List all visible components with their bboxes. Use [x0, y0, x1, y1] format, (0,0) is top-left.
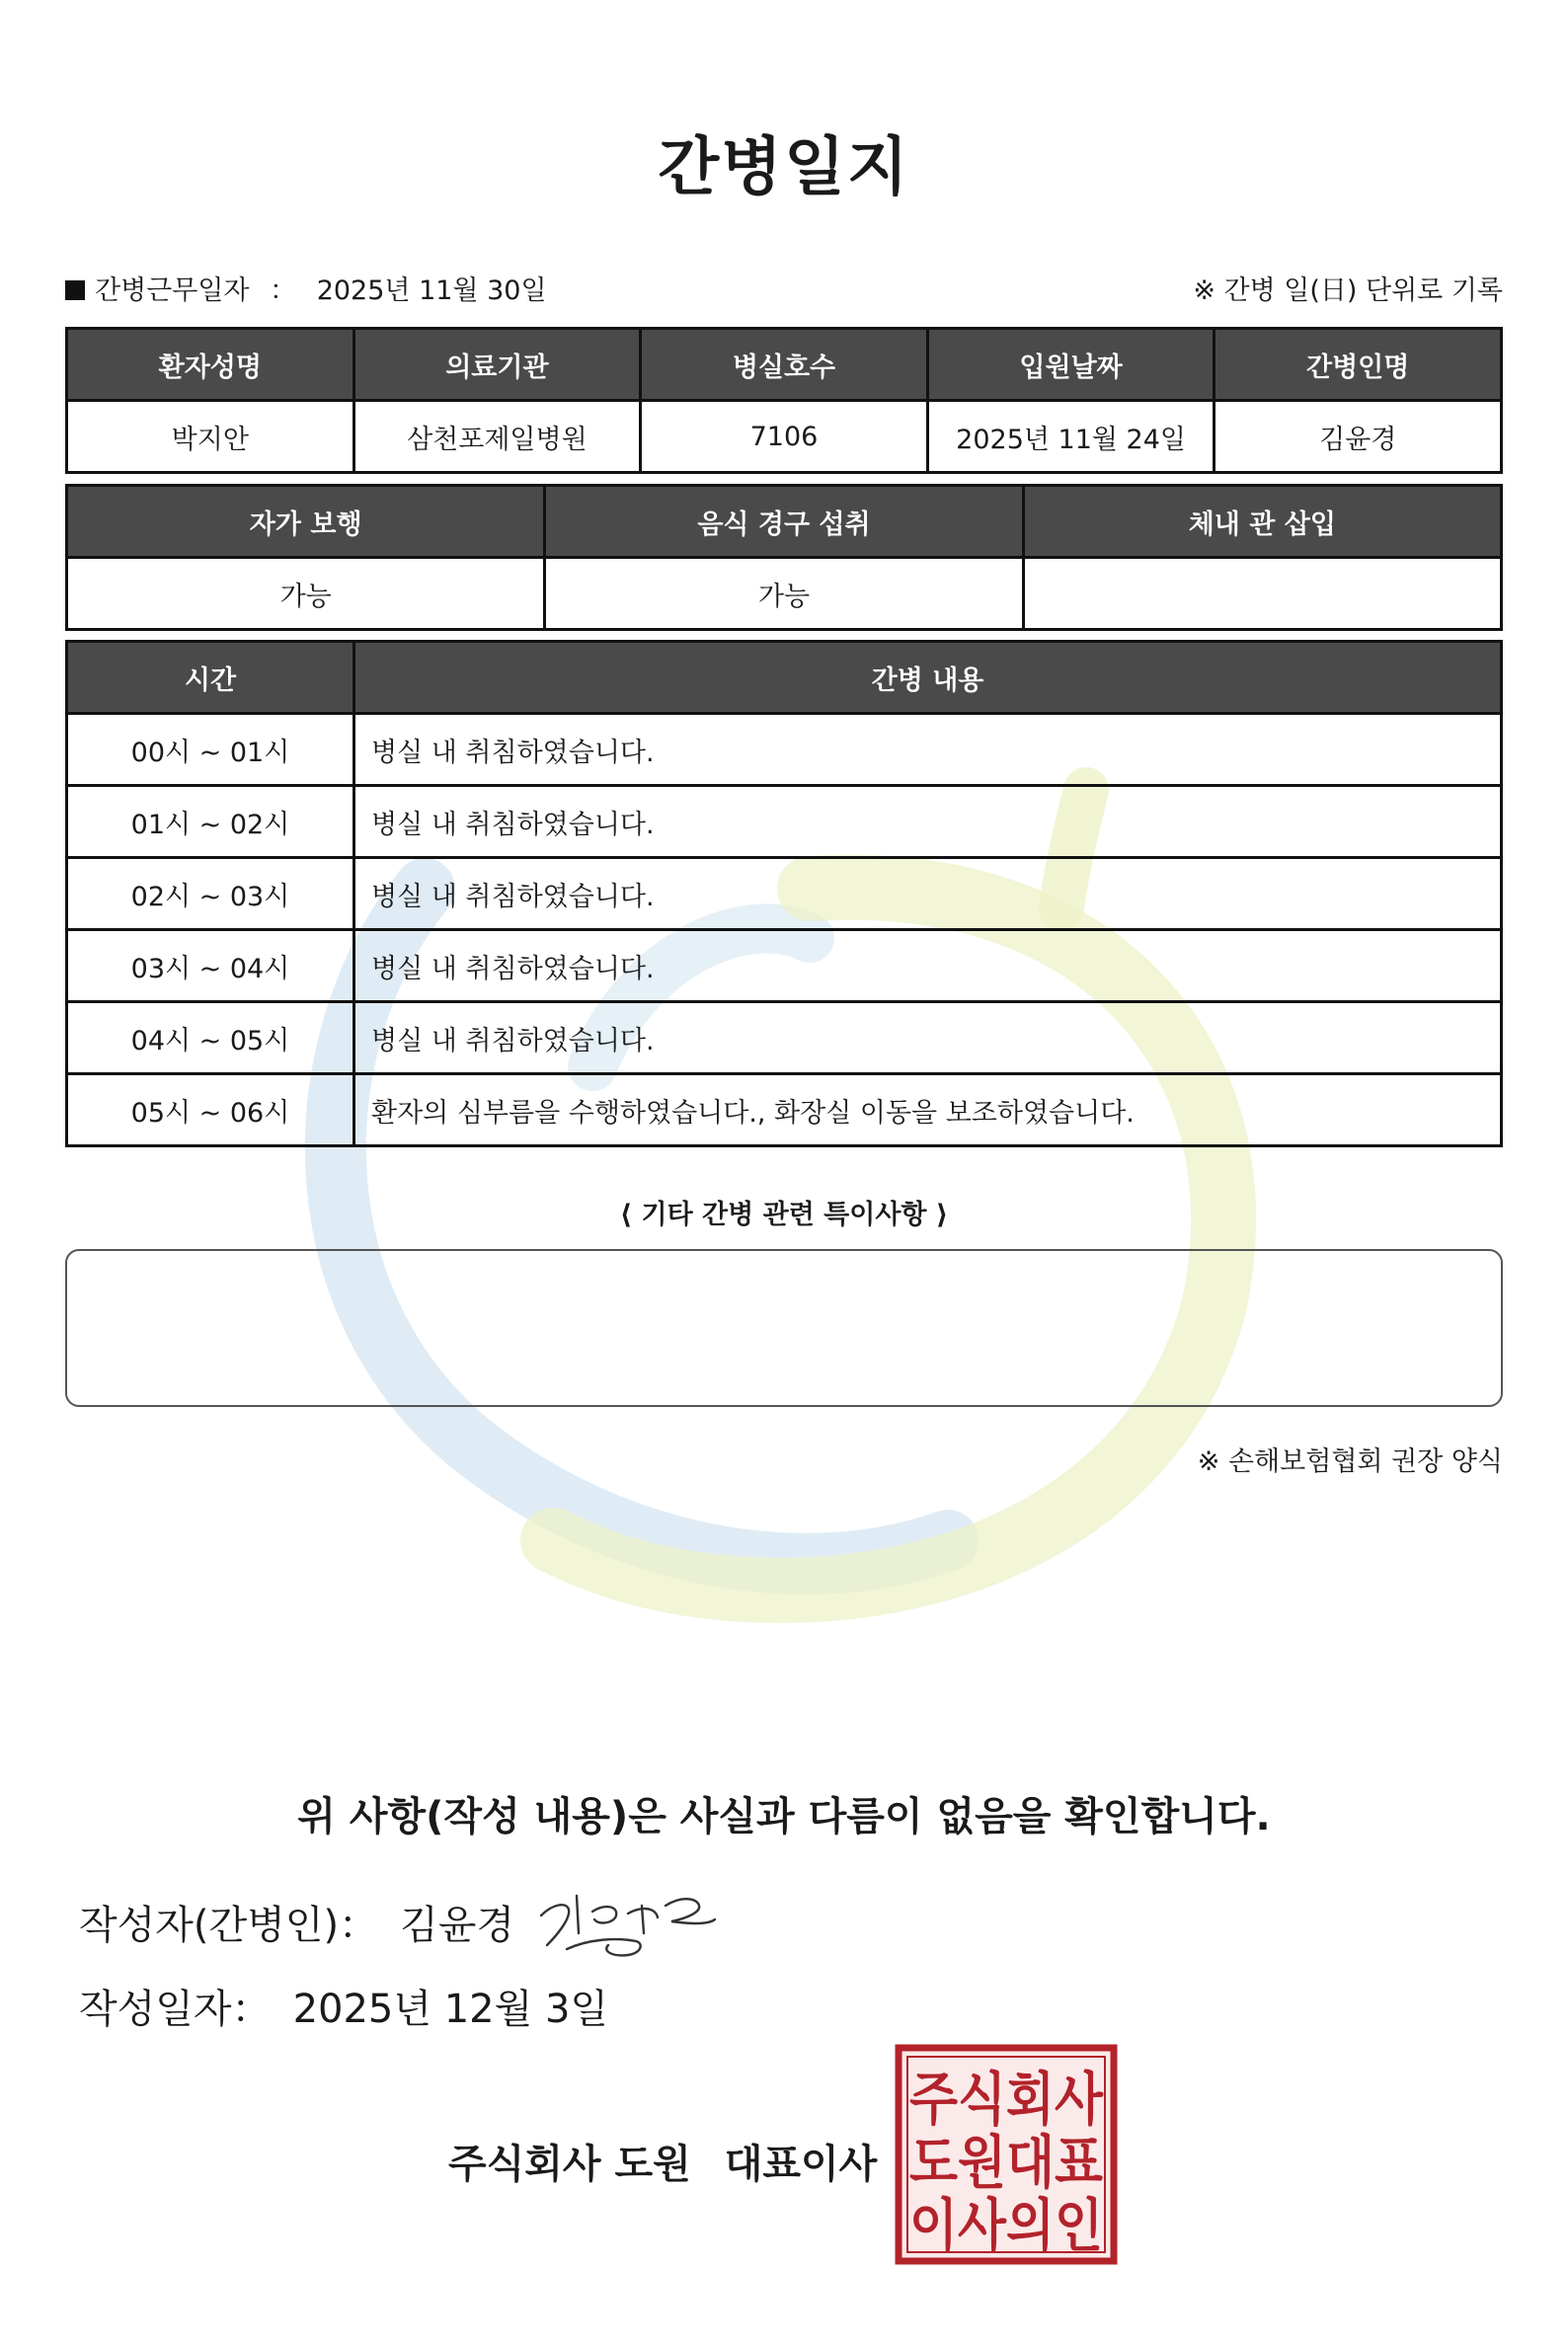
company-title: 대표이사 — [724, 2142, 878, 2187]
header-care-content: 간병 내용 — [354, 642, 1502, 714]
header-self-walking: 자가 보행 — [67, 486, 545, 558]
hospital-name: 삼천포제일병원 — [353, 401, 641, 473]
record-note: ※ 간병 일(日) 단위로 기록 — [1193, 275, 1503, 306]
room-number: 7106 — [641, 401, 928, 473]
work-date-separator: ： — [270, 275, 297, 306]
meta-row — [65, 269, 1503, 308]
log-time: 04시 ~ 05시 — [67, 1002, 354, 1074]
log-time: 02시 ~ 03시 — [67, 858, 354, 930]
log-content: 병실 내 취침하였습니다. — [354, 1002, 1502, 1074]
special-notes-box — [65, 1249, 1503, 1407]
confirmation-statement: 위 사항(작성 내용)은 사실과 다름이 없음을 확인합니다. — [297, 1794, 1271, 1839]
table-row — [67, 786, 1502, 858]
header-tube-insertion: 체내 관 삽입 — [1023, 486, 1501, 558]
work-date-value: 2025년 11월 30일 — [316, 275, 547, 306]
tube-insertion-value — [1023, 558, 1501, 630]
header-admission-date: 입원날짜 — [927, 329, 1215, 401]
log-content: 병실 내 취침하였습니다. — [354, 714, 1502, 786]
caregiver-name: 김윤경 — [1215, 401, 1502, 473]
work-date-label: 간병근무일자 — [95, 275, 250, 306]
header-patient-name: 환자성명 — [67, 329, 354, 401]
patient-info-header-row — [67, 329, 1502, 401]
writer-label: 작성자(간병인)： — [79, 1903, 379, 1948]
status-value-row — [67, 558, 1502, 630]
header-hospital: 의료기관 — [353, 329, 641, 401]
seal-line-2: 도원대표 — [909, 2129, 1103, 2196]
table-row — [67, 930, 1502, 1002]
seal-line-3: 이사의인 — [909, 2192, 1103, 2259]
log-content: 환자의 심부름을 수행하였습니다., 화장실 이동을 보조하였습니다. — [354, 1074, 1502, 1146]
log-time: 05시 ~ 06시 — [67, 1074, 354, 1146]
log-time: 03시 ~ 04시 — [67, 930, 354, 1002]
table-row — [67, 714, 1502, 786]
written-date-label: 작성일자： — [79, 1987, 272, 2032]
written-date-value: 2025년 12월 3일 — [292, 1987, 609, 2032]
log-time: 01시 ~ 02시 — [67, 786, 354, 858]
work-date — [65, 269, 547, 307]
writer-name: 김윤경 — [400, 1903, 514, 1948]
patient-name: 박지안 — [67, 401, 354, 473]
table-row — [67, 1002, 1502, 1074]
writer-line — [79, 1894, 514, 1950]
log-content: 병실 내 취침하였습니다. — [354, 858, 1502, 930]
care-log-header-row — [67, 642, 1502, 714]
patient-info-value-row — [67, 401, 1502, 473]
company-seal-stamp — [895, 2044, 1118, 2265]
written-date-line — [79, 1978, 608, 2034]
oral-intake-value: 가능 — [545, 558, 1023, 630]
form-source-note: ※ 손해보험협회 권장 양식 — [1197, 1447, 1503, 1477]
header-caregiver-name: 간병인명 — [1215, 329, 1502, 401]
seal-line-1: 주식회사 — [909, 2066, 1104, 2133]
log-content: 병실 내 취침하였습니다. — [354, 930, 1502, 1002]
patient-status-table — [65, 484, 1503, 631]
table-row — [67, 1074, 1502, 1146]
care-log-table — [65, 640, 1503, 1147]
header-room-number: 병실호수 — [641, 329, 928, 401]
table-row — [67, 858, 1502, 930]
document-title: 간병일지 — [658, 131, 910, 204]
header-time: 시간 — [67, 642, 354, 714]
status-header-row — [67, 486, 1502, 558]
company-signature-line — [448, 2133, 877, 2189]
log-content: 병실 내 취침하였습니다. — [354, 786, 1502, 858]
admission-date: 2025년 11월 24일 — [927, 401, 1215, 473]
log-time: 00시 ~ 01시 — [67, 714, 354, 786]
self-walking-value: 가능 — [67, 558, 545, 630]
company-name: 주식회사 도원 — [448, 2142, 691, 2187]
handwritten-signature — [533, 1876, 721, 1965]
patient-info-table — [65, 327, 1503, 474]
header-oral-intake: 음식 경구 섭취 — [545, 486, 1023, 558]
special-notes-label: ⟨ 기타 간병 관련 특이사항 ⟩ — [619, 1200, 949, 1230]
square-bullet-icon — [65, 280, 85, 300]
